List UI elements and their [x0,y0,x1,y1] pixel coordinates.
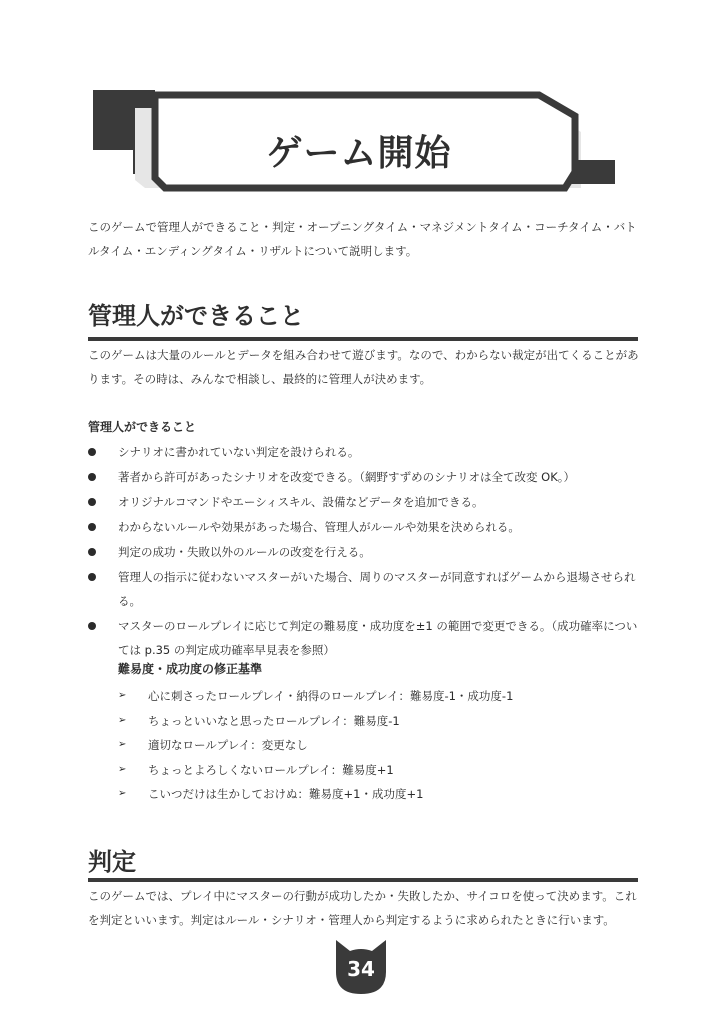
arrow-icon: ➢ [118,690,127,701]
arrow-icon: ➢ [118,763,127,775]
bullet-icon [88,622,96,630]
section-heading-judgement: 判定 [88,848,136,876]
section-divider [88,337,638,341]
section-paragraph: このゲームは大量のルールとデータを組み合わせて遊びます。なので、わからない裁定が出てくることがあります。その時は、みんなで相談し、最終的に管理人が決めます。 [88,348,639,386]
criteria-item: ➢ 適切なロールプレイ：変更なし [118,733,618,758]
list-item: 管理人の指示に従わないマスターがいた場合、周りのマスターが同意すればゲームから退場させられる。 [88,565,644,613]
list-item: シナリオに書かれていない判定を設けられる。 [88,440,644,464]
bullet-icon [88,498,96,506]
list-item: オリジナルコマンドやエーシィスキル、設備などデータを追加できる。 [88,490,644,514]
bullet-icon [88,448,96,456]
arrow-icon: ➢ [118,714,127,726]
criteria-item: ➢ こいつだけは生かしておけぬ：難易度+1・成功度+1 [118,782,618,807]
criteria-item: ➢ 心に刺さったロールプレイ・納得のロールプレイ：難易度-1・成功度-1 [118,684,618,709]
criteria-list [118,684,618,807]
arrow-icon: ➢ [118,788,127,799]
criteria-item: ➢ ちょっとよろしくないロールプレイ：難易度+1 [118,758,618,783]
page-number-badge [333,938,389,996]
bullet-icon [88,548,96,556]
subheading-admin-can: 管理人ができること [88,420,197,434]
list-item: 判定の成功・失敗以外のルールの改変を行える。 [88,540,644,564]
section-heading-admin: 管理人ができること [88,302,304,330]
page-title: ゲーム開始 [266,133,452,174]
list-item: わからないルールや効果があった場合、管理人がルールや効果を決められる。 [88,515,644,539]
criteria-item: ➢ ちょっといいなと思ったロールプレイ：難易度-1 [118,709,618,734]
arrow-icon: ➢ [118,739,127,750]
list-item: 著者から許可があったシナリオを改変できる。（網野すずめのシナリオは全て改変 OK。） [88,465,644,489]
section-paragraph: このゲームでは、プレイ中にマスターの行動が成功したか・失敗したか、サイコロを使って決めます。これを判定といいます。判定はルール・シナリオ・管理人から判定するように求められたときに行います。 [88,889,637,927]
section-divider [88,878,638,882]
list-item: マスターのロールプレイに応じて判定の難易度・成功度を±1 の範囲で変更できる。（成功確率については p.35 の判定成功確率早見表を参照） [88,614,644,662]
bullet-list [88,440,644,662]
title-banner [93,90,615,200]
criteria-heading: 難易度・成功度の修正基準 [118,662,263,676]
intro-text: このゲームで管理人ができること・判定・オープニングタイム・マネジメントタイム・コーチタイム・バトルタイム・エンディングタイム・リザルトについて説明します。 [88,220,637,258]
bullet-icon [88,573,96,581]
page-number: 34 [347,957,375,981]
bullet-icon [88,523,96,531]
bullet-icon [88,473,96,481]
